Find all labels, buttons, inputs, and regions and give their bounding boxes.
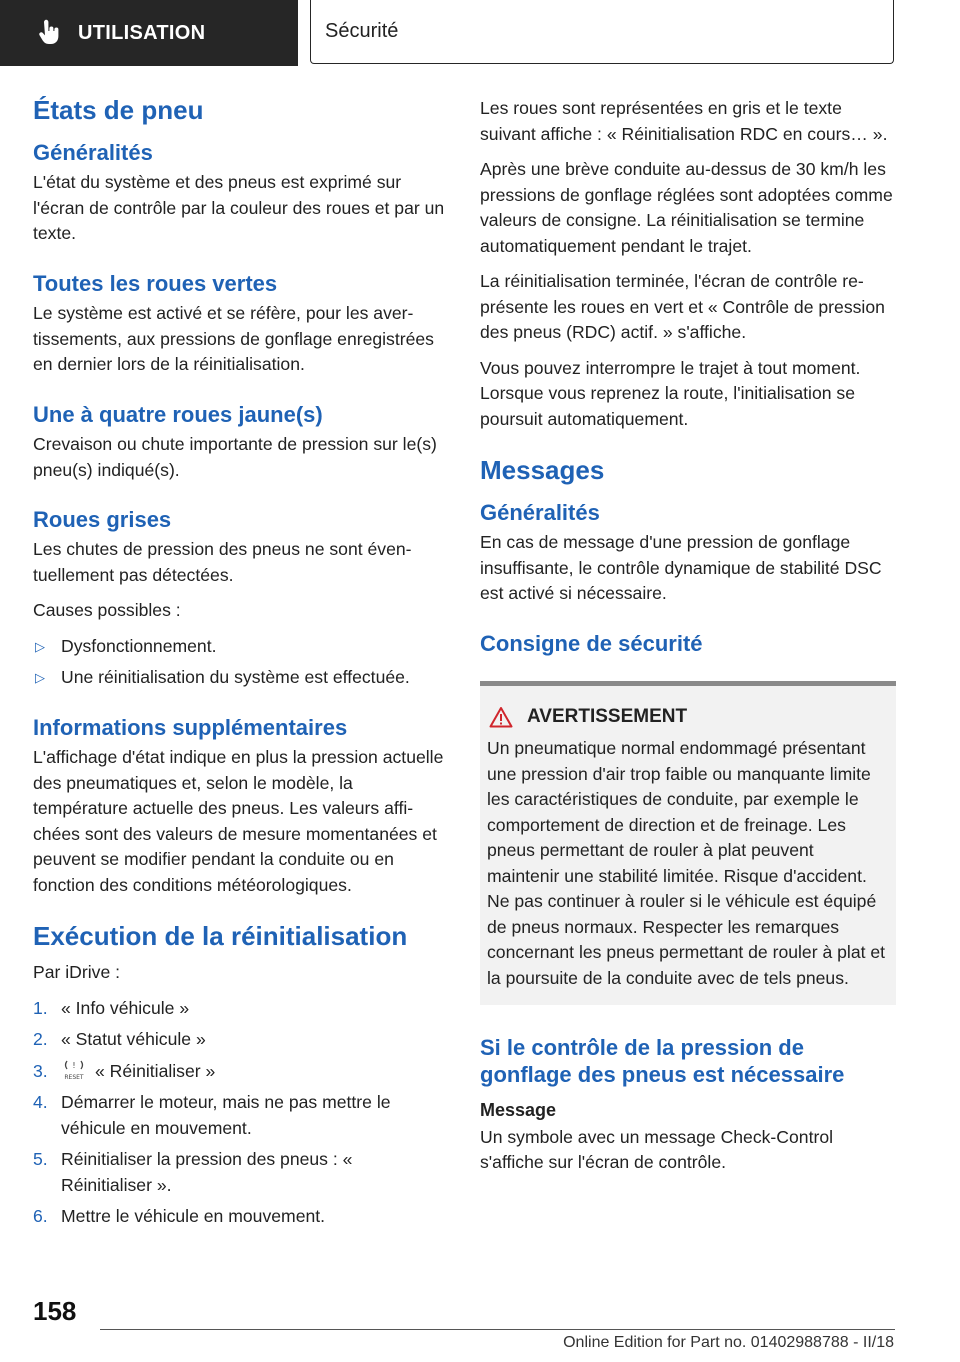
list-item: ▷ Dysfonctionnement.	[33, 634, 446, 660]
list-item: 4. Démarrer le moteur, mais ne pas mettre le véhicule en mouvement.	[33, 1092, 391, 1138]
warning-triangle-icon	[489, 706, 513, 728]
heading-all-green: Toutes les roues vertes	[33, 270, 278, 296]
heading-additional-info: Informations supplémentaires	[33, 714, 348, 740]
heading-safety: Consigne de sécurité	[480, 630, 703, 656]
reset-steps	[33, 996, 446, 1230]
causes-list	[33, 634, 446, 691]
causes-label: Causes possibles :	[33, 600, 181, 621]
paragraph-check-needed: Un symbole avec un message Check-Control s'affiche sur l'écran de contrôle.	[480, 1126, 834, 1173]
paragraph-reset-grey: Les roues sont représentées en gris et le texte suivant affiche : « Réinitialisation RDC en cours… ».	[480, 98, 888, 144]
heading-check-needed: Si le contrôle de la pression de gonflage des pneus est nécessaire	[480, 1035, 845, 1087]
paragraph-reset-done: La réinitialisation terminée, l'écran de contrôle représente les roues en vert et « Contrôle de pression des pneus (RDC) actif. » s'affiche.	[480, 271, 885, 342]
pointing-hand-icon	[34, 18, 64, 48]
heading-messages-general: Généralités	[480, 499, 600, 525]
paragraph-general: L'état du système et des pneus est exprimé sur l'écran de contrôle par la couleur des roues et par un texte.	[33, 172, 445, 244]
triangle-bullet-icon: ▷	[35, 670, 45, 686]
list-item: 6. Mettre le véhicule en mouvement.	[33, 1206, 326, 1227]
paragraph-additional-info: L'affichage d'état indique en plus la pression actuelle des pneumatiques et, selon le modèle, la température actuelle des pneus. Les valeurs affichées sont des valeurs de mesure momentanées et peuvent se modifier pendant la conduite ou en fonction des conditions météorologiques.	[33, 747, 444, 895]
chapter-label: Sécurité	[325, 20, 399, 42]
paragraph-grey: Les chutes de pression des pneus ne sont éventuellement pas détectées.	[33, 539, 412, 585]
heading-yellow: Une à quatre roues jaune(s)	[33, 401, 323, 427]
page-header	[0, 0, 960, 66]
paragraph-reset-drive: Après une brève conduite au-dessus de 30 km/h les pressions de gonflage réglées sont adoptées comme valeurs de consigne. La réinitialisation se termine automatiquement pendant le trajet.	[480, 159, 893, 256]
right-column	[480, 96, 896, 1186]
svg-text:!: !	[72, 1060, 76, 1070]
heading-general: Généralités	[33, 139, 153, 165]
warning-text: Un pneumatique normal endommagé présentant une pression d'air trop faible ou manquante limite les caractéristiques de conduite, par exemple le comportement de direction et de freinage. Les pneus permettant de rouler à plat peuvent maintenir une stabilité limitée. Risque d'accident. Ne pas continuer à rouler si le véhicule est équipé de pneus normaux. Respecter les remarques concernant les pneus permettant de rouler à plat et la poursuite de la conduite avec de tels pneus.	[487, 738, 886, 988]
paragraph-all-green: Le système est activé et se réfère, pour les avertissements, aux pressions de gonflage enregistrées en dernier lors de la réinitialisation.	[33, 303, 434, 375]
svg-text:RESET: RESET	[64, 1073, 84, 1081]
chapter-box	[310, 0, 894, 64]
heading-grey: Roues grises	[33, 507, 172, 533]
subheading-message: Message	[480, 1099, 557, 1120]
section-title-tire-status: États de pneu	[33, 95, 204, 125]
triangle-bullet-icon: ▷	[35, 638, 45, 654]
list-item: 1. « Info véhicule »	[33, 997, 190, 1018]
footer-divider	[100, 1329, 895, 1330]
tire-reset-icon	[61, 1059, 87, 1081]
list-item: 3. ! RESET « Réinitialiser »	[33, 1060, 216, 1081]
section-label: UTILISATION	[78, 21, 206, 44]
section-tab	[0, 0, 298, 66]
list-item: ▷ Une réinitialisation du système est effectuée.	[33, 665, 446, 691]
warning-box	[480, 681, 896, 1005]
list-item: 5. Réinitialiser la pression des pneus : « Réinitialiser ».	[33, 1149, 353, 1195]
list-item: 2. « Statut véhicule »	[33, 1029, 206, 1050]
paragraph-reset-interrupt: Vous pouvez interrompre le trajet à tout moment. Lorsque vous reprenez la route, l'initialisation se poursuit automatiquement.	[480, 357, 861, 429]
left-column	[33, 96, 446, 1236]
footer-edition: Online Edition for Part no. 01402988788 - II/18	[563, 1334, 894, 1351]
paragraph-messages-general: En cas de message d'une pression de gonflage insuffisante, le contrôle dynamique de stabilité DSC est activé si nécessaire.	[480, 532, 882, 604]
page-number: 158	[33, 1296, 77, 1326]
section-title-messages: Messages	[480, 455, 605, 485]
reset-intro: Par iDrive :	[33, 962, 121, 983]
section-title-reset: Exécution de la réinitialisation	[33, 921, 408, 952]
warning-title: AVERTISSEMENT	[487, 706, 889, 728]
paragraph-yellow: Crevaison ou chute importante de pression sur le(s) pneu(s) indiqué(s).	[33, 434, 437, 480]
